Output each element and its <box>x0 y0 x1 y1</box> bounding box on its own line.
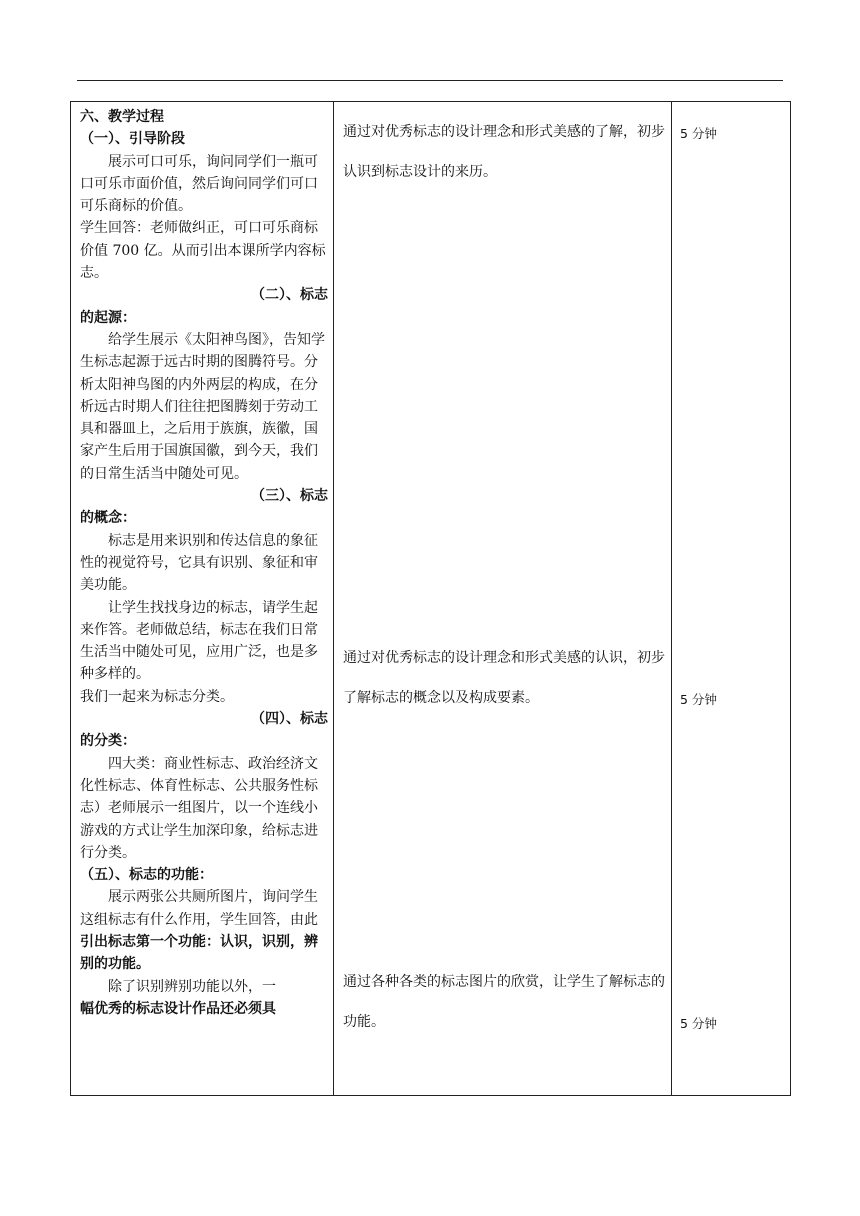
section-title: （五）、标志的功能： <box>80 867 213 884</box>
goal-text: 通过各种各类的标志图片的欣赏，让学生了解标志的功能。 <box>343 974 665 1030</box>
header-rule <box>77 80 783 81</box>
paragraph-text: 展示两张公共厕所图片，询问学生这组标志有什么作用，学生回答，由此 <box>80 889 318 928</box>
bold-text: 幅优秀的标志设计作品还必须具 <box>80 1000 276 1017</box>
column-divider <box>671 102 672 1095</box>
paragraph: 展示可口可乐，询问同学们一瓶可口可乐市面价值，然后询问同学们可口可乐商标的价值。 <box>80 153 318 215</box>
process-heading: 六、教学过程 <box>80 109 164 125</box>
section-title: （一）、引导阶段 <box>80 131 185 148</box>
section-title-cont: 的概念： <box>80 510 136 527</box>
section-title-cont: 的分类： <box>80 733 136 750</box>
paragraph: 让学生找找身边的标志，请学生起来作答。老师做总结，标志在我们日常生活当中随处可见，应用广泛，也是多种多样的。 <box>80 599 318 683</box>
paragraph: 我们一起来为标志分类。 <box>80 688 234 705</box>
time-label: 5 分钟 <box>680 1016 717 1031</box>
column-divider <box>333 102 334 1095</box>
lesson-table <box>70 101 791 1096</box>
goal-text: 通过对优秀标志的设计理念和形式美感的认识，初步了解标志的概念以及构成要素。 <box>343 650 665 706</box>
process-column <box>80 106 328 1020</box>
time-label: 5 分钟 <box>680 126 717 141</box>
time-label: 5 分钟 <box>680 692 717 707</box>
paragraph: 给学生展示《太阳神鸟图》，告知学生标志起源于远古时期的图腾符号。分析太阳神鸟图的内外两层的构成，在分析远古时期人们往往把图腾刻于劳动工具和器皿上，之后用于族旗，族徽，国家产生后用于国旗国徽，到今天，我们的日常生活当中随处可见。 <box>80 331 325 482</box>
bold-text: 引出标志第一个功能：认识，识别，辨别的功能。 <box>80 933 318 973</box>
goal-text: 通过对优秀标志的设计理念和形式美感的了解，初步认识到标志设计的来历。 <box>343 124 665 180</box>
paragraph: 除了识别辨别功能以外，一 <box>108 978 276 995</box>
section-title: （三）、标志 <box>251 488 328 505</box>
paragraph <box>80 886 328 975</box>
paragraph: 四大类：商业性标志、政治经济文化性标志、体育性标志、公共服务性标志）老师展示一组图片，以一个连线小游戏的方式让学生加深印象，给标志进行分类。 <box>80 755 318 861</box>
section-title: （四）、标志 <box>251 711 328 728</box>
paragraph: 标志是用来识别和传达信息的象征性的视觉符号，它具有识别、象征和审美功能。 <box>80 532 318 594</box>
section-title-cont: 的起源： <box>80 309 136 326</box>
paragraph: 学生回答：老师做纠正，可口可乐商标价值 700 亿。从而引出本课所学内容标志。 <box>80 220 326 282</box>
section-title: （二）、标志 <box>251 287 328 304</box>
